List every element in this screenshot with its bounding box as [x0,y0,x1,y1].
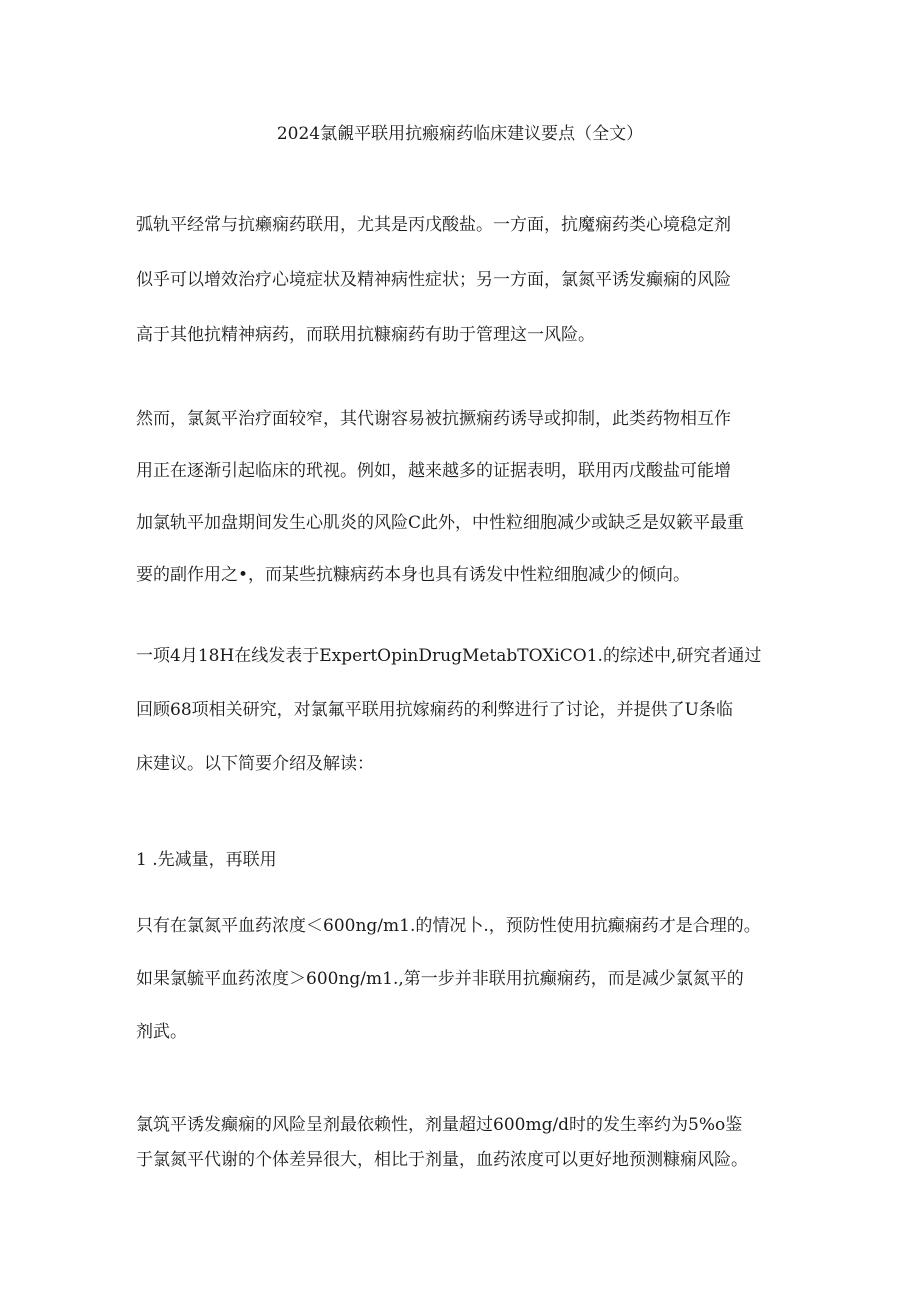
text-line: 高于其他抗精神病药，而联用抗糠痫药有助于管理这一风险。 [136,325,595,345]
section-heading [136,848,796,872]
paragraph-intro [136,213,796,378]
text-line: 似乎可以增效治疗心境症状及精神病性症状；另一方面，氯氮平诱发癫痫的风险 [136,270,731,290]
text-line: 然而，氯氮平治疗面较窄，其代谢容易被抗撅痫药诱导或抑制，此类药物相互作 [136,409,731,429]
section-heading-text: 1 .先减量，再联用 [136,850,277,870]
text-line: 要的副作用之•，而某些抗糠病药本身也具有诱发中性粒细胞减少的倾向。 [136,565,691,585]
text-line: 只有在氯氮平血药浓度＜600ng/m1.的情况卜.，预防性使用抗癫痫药才是合理的。 [136,916,761,936]
text-line: 弧轨平经常与抗癞痫药联用，尤其是丙戊酸盐。一方面，抗魔痫药类心境稳定剂 [136,215,731,235]
text-line: 床建议。以下简要介绍及解读： [136,754,374,774]
text-line: 氯筑平诱发癫痫的风险呈剂最依赖性，剂量超过600mg/d时的发生率约为5%o鉴 [136,1115,743,1135]
paragraph-dose-reduction [136,914,796,1073]
text-line: 回顾68项相关研究，对氯氟平联用抗嫁痫药的利弊进行了讨论，并提供了U条临 [136,700,733,720]
paragraph-interactions [136,407,796,615]
paragraph-review [136,644,796,806]
paragraph-dose-dependency [136,1113,796,1183]
document-title: 2024氯覦平联用抗瘢痫药临床建议要点（全文） [276,124,644,144]
text-line: 剂武。 [136,1022,187,1042]
text-line: 一项4月18H在线发表于ExpertOpinDrugMetabTOXiCO1.的综述中,研究者通过 [136,646,762,666]
text-line: 如果氯毓平血药浓度＞600ng/m1.,第一步并非联用抗癫痫药，而是减少氯氮平的 [136,969,744,989]
text-line: 于氯氮平代谢的个体差异很大，相比于剂量，血药浓度可以更好地预测糠痫风险。 [136,1150,748,1170]
text-line: 用正在逐渐引起临床的玳视。例如，越来越多的证据表明，联用丙戊酸盐可能增 [136,461,731,481]
text-line: 加氯轨平加盘期间发生心肌炎的风险C此外，中性粒细胞减少或缺乏是奴簌平最重 [136,513,745,533]
